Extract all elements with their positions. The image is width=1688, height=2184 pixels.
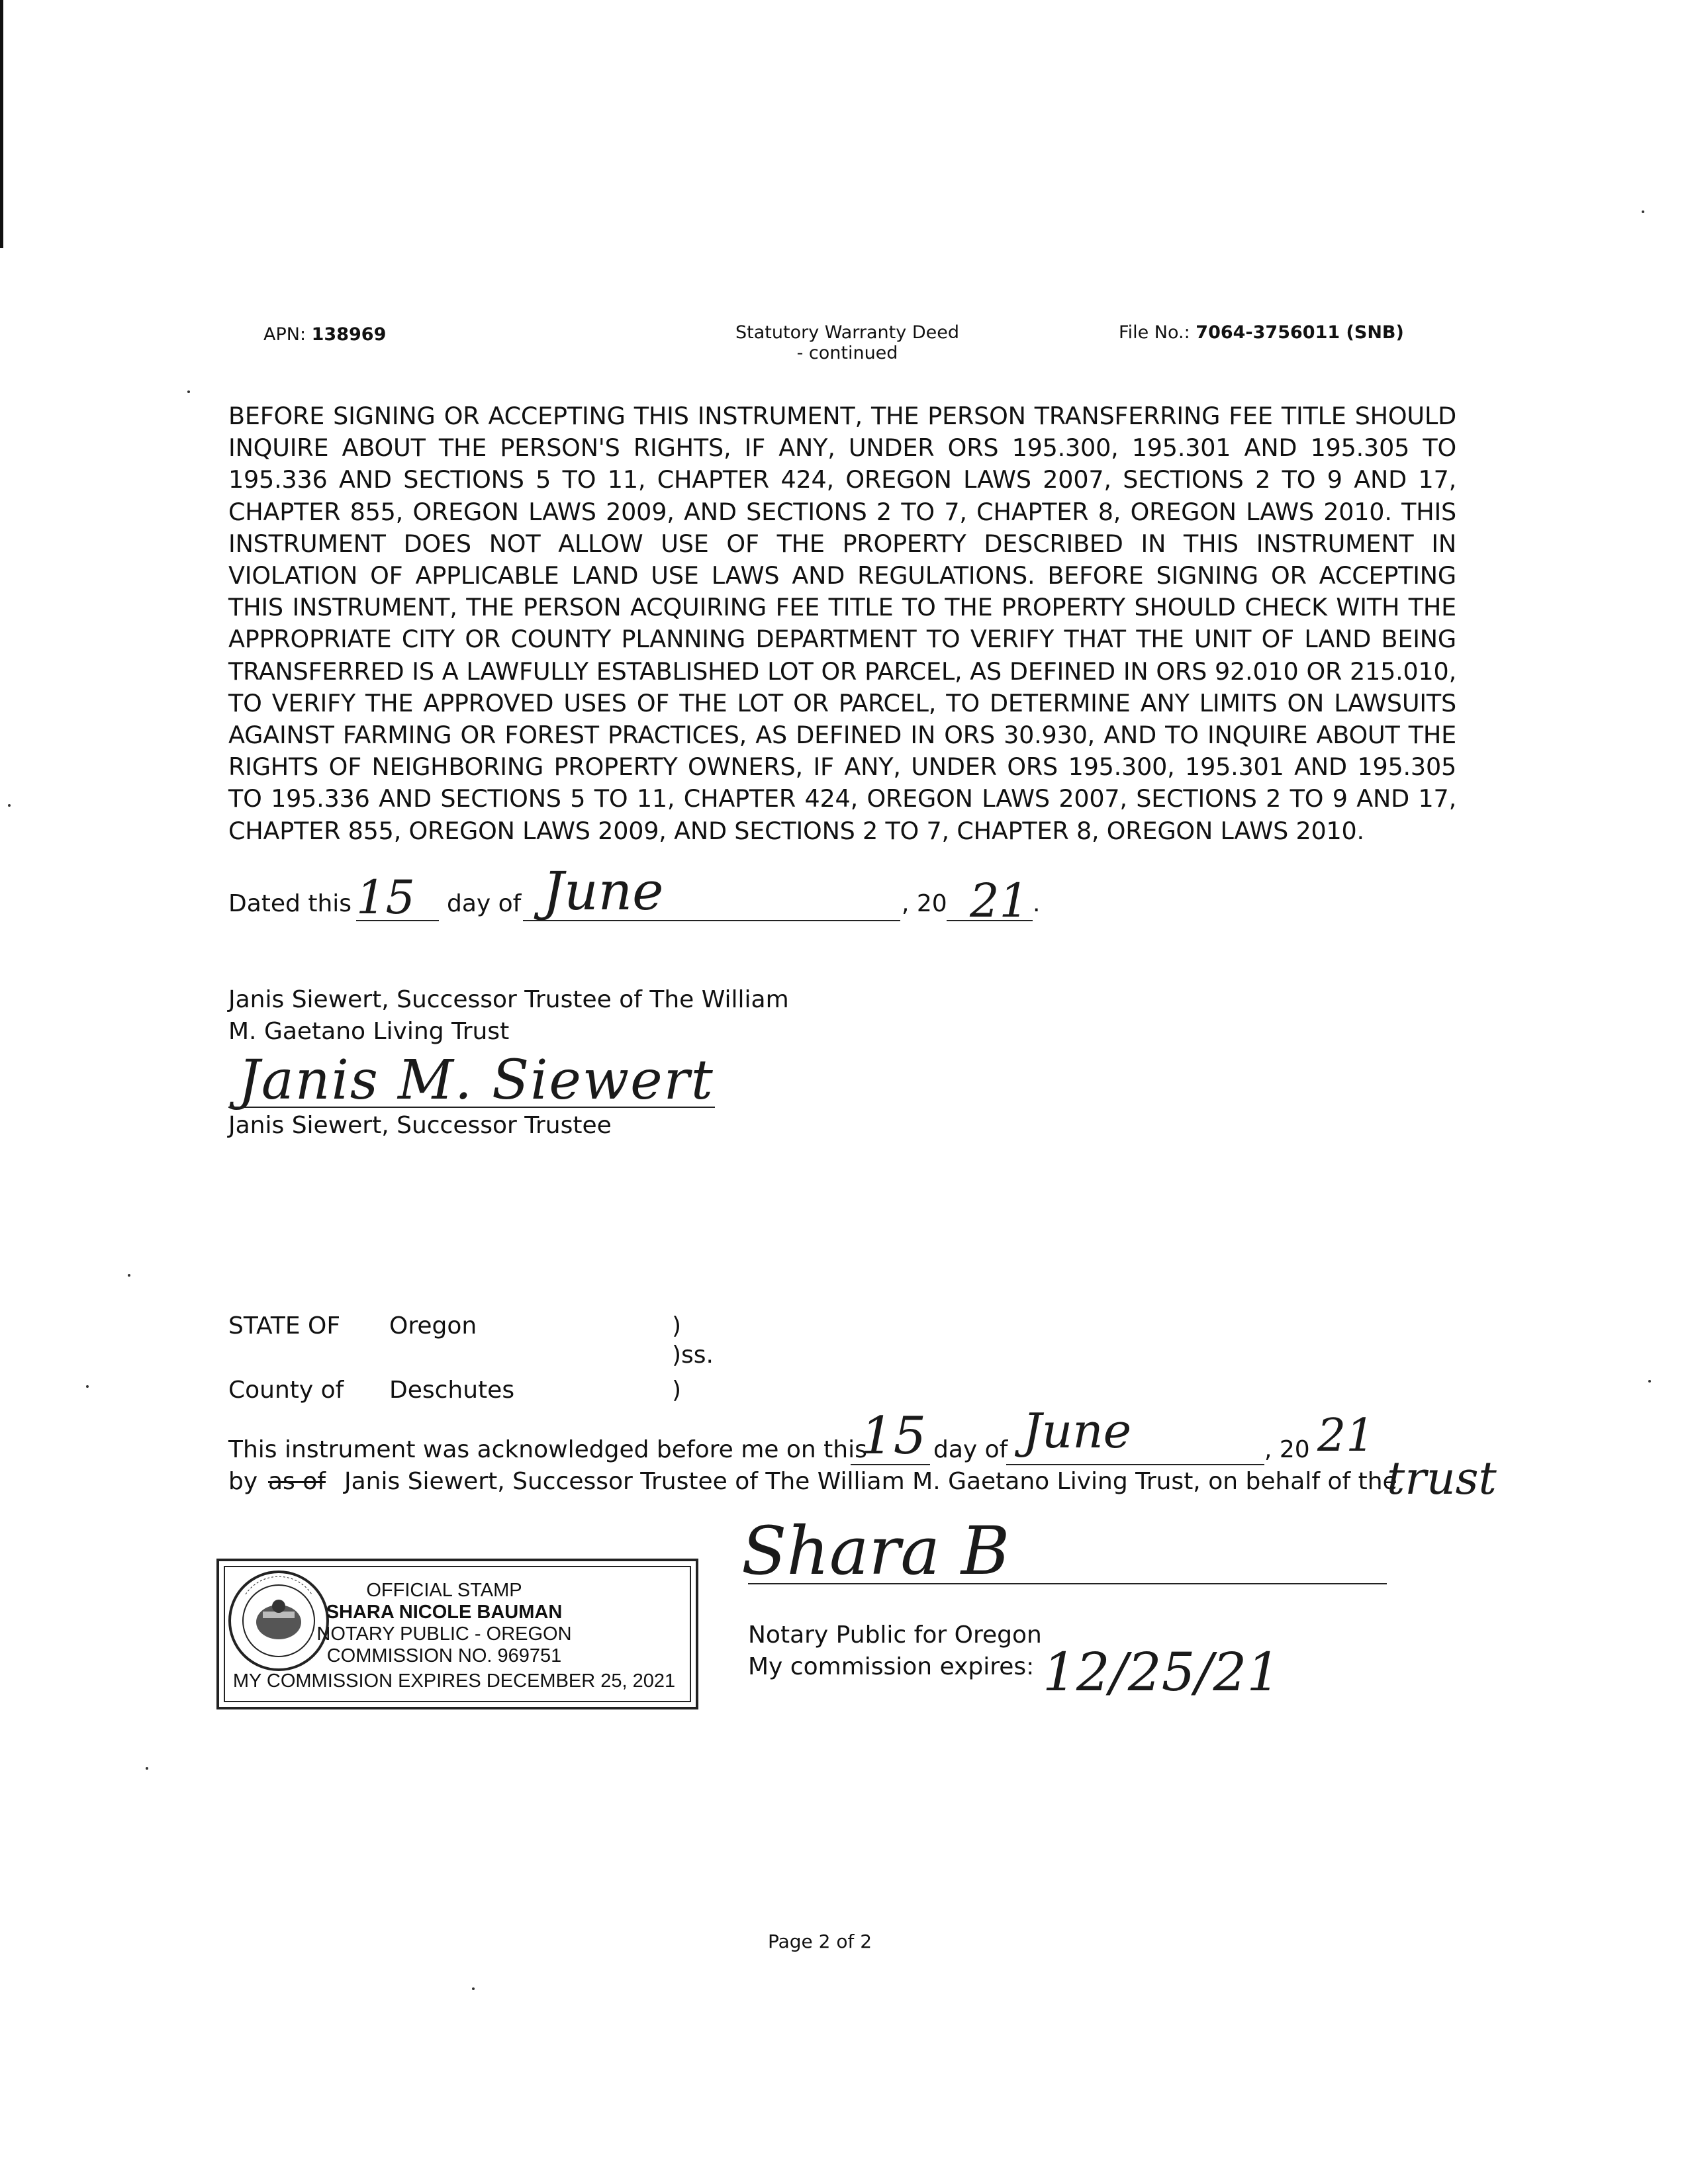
scan-speck — [472, 1987, 475, 1990]
county-value: Deschutes — [389, 1377, 515, 1404]
ack-by: by — [228, 1468, 258, 1495]
apn-field — [263, 324, 386, 345]
state-value: Oregon — [389, 1312, 477, 1340]
dated-year-prefix: , 20 — [902, 890, 947, 917]
file-number-field — [1119, 322, 1404, 343]
apn-label: APN: — [263, 324, 306, 345]
county-label: County of — [228, 1377, 344, 1404]
page-number: Page 2 of 2 — [768, 1931, 872, 1952]
scan-margin-line — [0, 0, 3, 248]
notary-signature-line — [748, 1583, 1387, 1584]
ack-year-handwritten: 21 — [1317, 1410, 1375, 1462]
notary-title: Notary Public for Oregon — [748, 1621, 1042, 1649]
dated-day-of: day of — [447, 890, 522, 917]
grantor-signature: Janis M. Siewert — [238, 1049, 714, 1112]
stamp-line-4: COMMISSION NO. 969751 — [326, 1645, 562, 1666]
scan-speck — [128, 1274, 130, 1277]
scan-speck — [146, 1767, 148, 1770]
stamp-line-5: MY COMMISSION EXPIRES DECEMBER 25, 2021 — [232, 1670, 676, 1692]
commission-expires-handwritten: 12/25/21 — [1043, 1641, 1281, 1703]
venue-paren-2: ) — [672, 1377, 682, 1404]
grantor-line-2: M. Gaetano Living Trust — [228, 1018, 510, 1045]
statutory-disclosure-paragraph: BEFORE SIGNING OR ACCEPTING THIS INSTRUMENT, THE PERSON TRANSFERRING FEE TITLE SHOULD INQUIRE ABOUT THE PERSON'S RIGHTS, IF ANY, UNDER ORS 195.300, 195.301 AND 195.305 TO 195.336 AND SECTIONS 5 TO 11, CHAPTER 424, OREGON LAWS 2007, SECTIONS 2 TO 9 AND 17, CHAPTER 855, OREGON LAWS 2009, AND SECTIONS 2 TO 7, CHAPTER 8, OREGON LAWS 2010. THIS INSTRUMENT DOES NOT ALLOW USE OF THE PROPERTY DESCRIBED IN THIS INSTRUMENT IN VIOLATION OF APPLICABLE LAND USE LAWS AND REGULATIONS. BEFORE SIGNING OR ACCEPTING THIS INSTRUMENT, THE PERSON ACQUIRING FEE TITLE TO THE PROPERTY SHOULD CHECK WITH THE APPROPRIATE CITY OR COUNTY PLANNING DEPARTMENT TO VERIFY THAT THE UNIT OF LAND BEING TRANSFERRED IS A LAWFULLY ESTABLISHED LOT OR PARCEL, AS DEFINED IN ORS 92.010 OR 215.010, TO VERIFY THE APPROVED USES OF THE LOT OR PARCEL, TO DETERMINE ANY LIMITS ON LAWSUITS AGAINST FARMING OR FOREST PRACTICES, AS DEFINED IN ORS 30.930, AND TO INQUIRE ABOUT THE RIGHTS OF NEIGHBORING PROPERTY OWNERS, IF ANY, UNDER ORS 195.300, 195.301 AND 195.305 TO 195.336 AND SECTIONS 5 TO 11, CHAPTER 424, OREGON LAWS 2007, SECTIONS 2 TO 9 AND 17, CHAPTER 855, OREGON LAWS 2009, AND SECTIONS 2 TO 7, CHAPTER 8, OREGON LAWS 2010. — [228, 402, 1456, 845]
grantor-signature-line — [228, 1107, 715, 1108]
ack-year-prefix: , 20 — [1264, 1436, 1310, 1463]
document-title-block — [688, 322, 1006, 363]
ack-month-line — [1006, 1464, 1264, 1465]
dated-suffix: . — [1033, 890, 1041, 917]
file-label: File No.: — [1119, 322, 1190, 343]
stamp-line-1: OFFICIAL STAMP — [366, 1580, 522, 1601]
document-subtitle: - continued — [796, 343, 898, 363]
state-label: STATE OF — [228, 1312, 341, 1340]
ack-line-2-text: Janis Siewert, Successor Trustee of The William M. Gaetano Living Trust, on behalf of the — [344, 1468, 1397, 1495]
stamp-line-2: SHARA NICOLE BAUMAN — [326, 1602, 563, 1623]
apn-value: 138969 — [311, 324, 387, 345]
document-title: Statutory Warranty Deed — [735, 322, 959, 343]
scan-speck — [86, 1385, 89, 1388]
ack-line-1-prefix: This instrument was acknowledged before me on this — [228, 1436, 867, 1463]
scan-speck — [1642, 210, 1644, 213]
venue-ss: )ss. — [672, 1342, 714, 1369]
ack-day-handwritten: 15 — [861, 1406, 927, 1466]
commission-expires-label: My commission expires: — [748, 1653, 1035, 1680]
venue-paren-1: ) — [672, 1312, 682, 1340]
file-value: 7064-3756011 (SNB) — [1196, 322, 1404, 343]
dated-month-handwritten: June — [543, 860, 664, 922]
scan-speck — [1648, 1380, 1651, 1383]
ack-month-handwritten: June — [1023, 1403, 1132, 1459]
grantor-line-1: Janis Siewert, Successor Trustee of The William — [228, 986, 789, 1013]
ack-handwritten-trust: trust — [1387, 1453, 1497, 1505]
ack-day-of: day of — [933, 1436, 1008, 1463]
dated-day-handwritten: 15 — [356, 870, 416, 925]
ack-struck-text: as of — [268, 1468, 326, 1495]
notary-signature: Shara B — [741, 1512, 1010, 1590]
scan-speck — [187, 390, 190, 393]
dated-prefix: Dated this — [228, 890, 352, 917]
stamp-line-3: NOTARY PUBLIC - OREGON — [316, 1623, 572, 1645]
official-notary-stamp — [216, 1559, 698, 1709]
dated-year-handwritten: 21 — [970, 874, 1029, 928]
grantor-signature-caption: Janis Siewert, Successor Trustee — [228, 1112, 612, 1139]
scan-speck — [8, 804, 11, 807]
